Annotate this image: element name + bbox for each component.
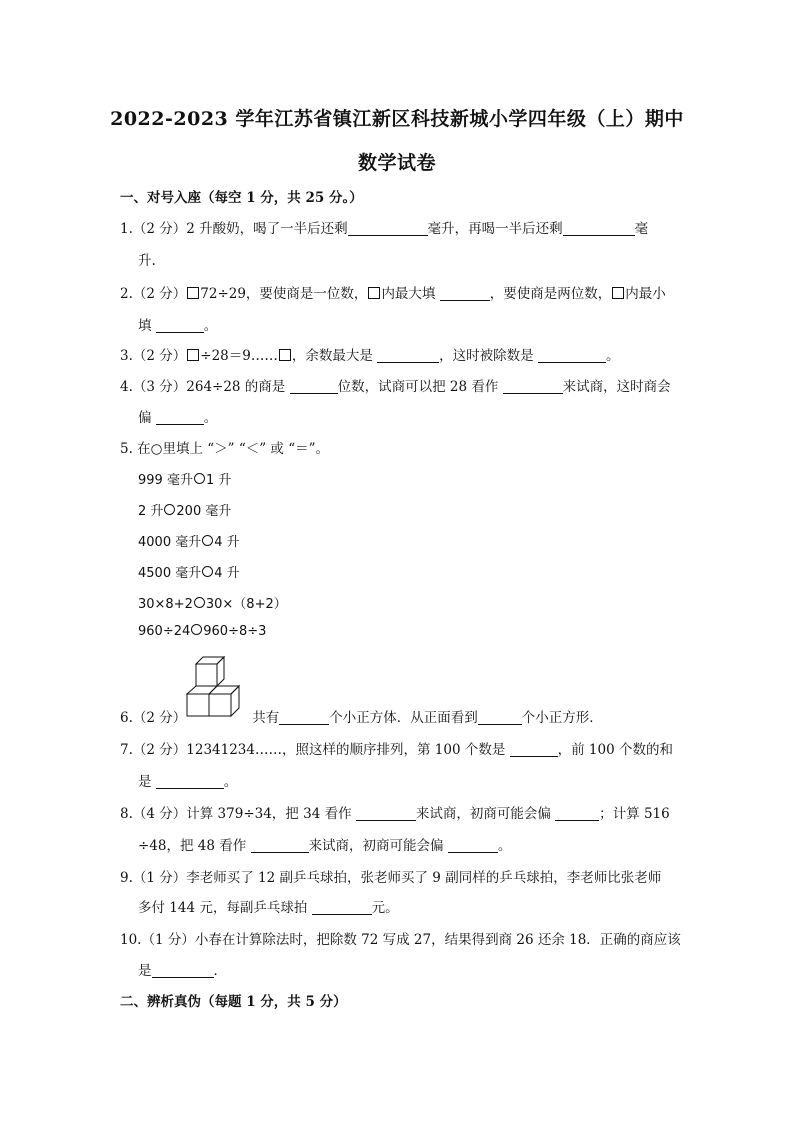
q1-continuation: 升. [138,253,156,269]
answer-blank[interactable] [152,963,214,978]
answer-blank[interactable] [563,221,635,236]
q2-text: 。 [203,318,218,334]
compare-left: 960÷24 [138,624,191,639]
question-10: 10.（1 分）小春在计算除法时，把除数 72 写成 27，结果得到商 26 还余 18．正确的商应该 [120,932,681,948]
q8-text: ÷48，把 48 看作 [138,838,247,854]
answer-blank[interactable] [156,774,224,789]
square-box-icon [368,287,380,299]
comparison-item [138,531,240,550]
compare-right: 4 升 [214,566,240,581]
square-box-icon [612,287,624,299]
q7-text: 7.（2 分）12341234……，照这样的顺序排列，第 100 个数是 [120,742,506,758]
question-9: 9.（1 分）李老师买了 12 副乒乓球拍，张老师买了 9 副同样的乒乓球拍，李老师比张老师 [120,870,662,886]
q3-text: ，这时被除数是 [439,348,534,364]
compare-right: 30×（8+2） [205,597,287,612]
section-heading: 二、辨析真伪（每题 1 分，共 5 分） [120,994,347,1010]
compare-left: 4500 毫升 [138,566,202,581]
circle-blank-icon[interactable] [194,473,205,484]
q4-text: 。 [203,410,218,426]
q4-text: 4.（3 分）264÷28 的商是 [120,379,286,395]
question-8 [120,802,670,822]
q10-continuation [138,959,227,979]
circle-blank-icon[interactable] [191,624,202,635]
q2-text: 2.（2 分） [120,286,187,302]
section-heading: 一、对号入座（每空 1 分，共 25 分。） [120,190,363,206]
square-box-icon [279,349,291,361]
comparison-item [138,500,231,519]
q2-text: 72÷29，要使商是一位数， [200,286,368,302]
q4-text: 位数，试商可以把 28 看作 [337,379,499,395]
q2-text: 填 [138,318,152,334]
question-1 [120,217,648,237]
q4-continuation [138,406,217,426]
question-3 [120,344,619,364]
q2-text: ，要使商是两位数， [489,286,612,302]
circle-blank-icon[interactable] [202,535,213,546]
q8-text: 来试商，初商可能会偏 [308,838,444,854]
question-5: 5. 在○里填上 “＞” “＜” 或 “＝”。 [120,441,330,457]
square-box-icon [187,349,199,361]
answer-blank[interactable] [290,379,338,394]
q7-continuation [138,770,237,790]
q8-text: 8.（4 分）计算 379÷34，把 34 看作 [120,806,352,822]
square-box-icon [187,287,199,299]
q3-text: 3.（2 分） [120,348,187,364]
question-7 [120,738,673,758]
answer-blank[interactable] [503,379,563,394]
question-4 [120,375,671,395]
compare-right: 960÷8÷3 [203,624,267,639]
q8-text: 。 [497,838,512,854]
q9-text: 多付 144 元，每副乒乓球拍 [138,900,308,916]
circle-blank-icon[interactable] [194,597,205,608]
q7-text: 是 [138,774,152,790]
q1-text: 毫升，再喝一半后还剩 [427,221,563,237]
q4-text: 来试商，这时商会 [562,379,671,395]
compare-left: 30×8+2 [138,597,193,612]
q7-text: 。 [223,774,238,790]
compare-right: 4 升 [214,535,240,550]
circle-blank-icon[interactable] [164,504,175,515]
q6-text: 共有 [252,710,280,726]
q8-text: 来试商，初商可能会偏 [415,806,551,822]
q8-text: ；计算 516 [599,806,670,822]
comparison-item [138,624,266,639]
q2-continuation [138,314,217,334]
exam-title-line2: 数学试卷 [357,152,436,174]
answer-blank[interactable] [538,348,606,363]
comparison-item [138,562,240,581]
q6-text: 个小正方形． [521,710,603,726]
compare-left: 2 升 [138,504,164,519]
answer-blank[interactable] [377,348,439,363]
answer-blank[interactable] [478,710,522,725]
q3-text: 。 [605,348,620,364]
answer-blank[interactable] [251,838,309,853]
comparison-item [138,593,287,612]
q2-text: 内最大填 [381,286,436,302]
answer-blank[interactable] [348,221,428,236]
q4-text: 偏 [138,410,152,426]
answer-blank[interactable] [156,410,204,425]
q6-text: 6.（2 分） [120,710,187,726]
answer-blank[interactable] [555,806,599,821]
answer-blank[interactable] [279,710,329,725]
compare-left: 4000 毫升 [138,535,202,550]
q1-text: 1.（2 分）2 升酸奶，喝了一半后还剩 [120,221,348,237]
q8-continuation [138,834,511,854]
answer-blank[interactable] [448,838,498,853]
answer-blank[interactable] [356,806,416,821]
q10-text: 是 [138,963,152,979]
answer-blank[interactable] [312,900,372,915]
compare-right: 200 毫升 [176,504,232,519]
q10-text: ． [213,963,227,979]
question-6 [120,706,603,726]
comparison-item [138,469,231,488]
q7-text: ，前 100 个数的和 [557,742,673,758]
answer-blank[interactable] [156,318,204,333]
q3-text: ，余数最大是 [291,348,373,364]
question-2 [120,282,666,302]
q9-continuation [138,896,399,916]
exam-title-line1: 2022-2023 学年江苏省镇江新区科技新城小学四年级（上）期中 [110,108,684,130]
answer-blank[interactable] [510,742,558,757]
q9-text: 元。 [371,900,399,916]
circle-blank-icon[interactable] [202,566,213,577]
q1-text: 毫 [634,221,649,237]
compare-left: 999 毫升 [138,473,193,488]
q2-text: 内最小 [625,286,666,302]
q3-text: ÷28＝9…… [200,348,278,364]
q6-text: 个小正方体．从正面看到 [329,710,478,726]
compare-right: 1 升 [205,473,232,488]
answer-blank[interactable] [440,286,490,301]
